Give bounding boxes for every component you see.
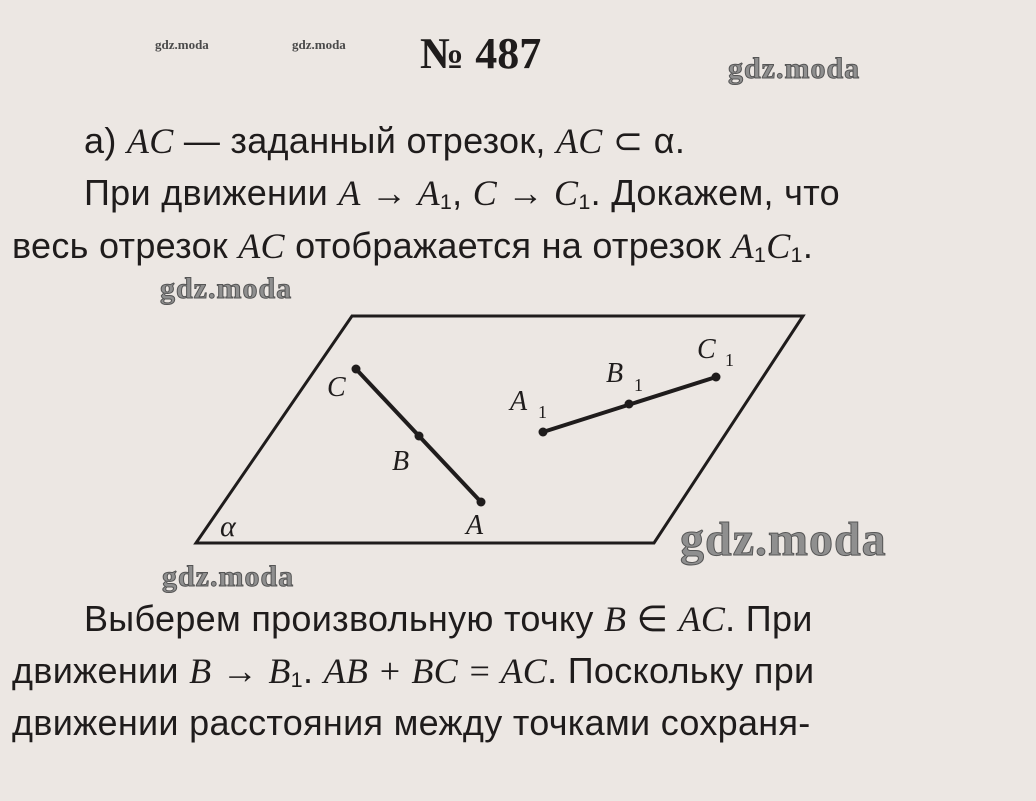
plane-alpha: α [653,120,675,161]
segment-ac: AC [238,226,285,266]
watermark-big-right: gdz.moda [680,513,887,566]
label-c1: C [697,334,716,365]
text: весь отрезок [12,225,239,266]
point-c1: C [766,226,791,266]
text: Выберем произвольную точку [84,598,604,639]
arrow: → [497,172,554,213]
paragraph-3-line-1 [84,598,813,640]
text: . Докажем, что [590,172,840,213]
text: При движении [84,172,339,213]
segment-ac: AC [678,599,726,639]
point-c1: C [554,173,579,213]
point-b1-dot [625,400,634,409]
arrow: → [211,650,269,691]
label-a1-subscript: 1 [538,402,547,422]
label-a1: A [510,386,528,417]
paragraph-3-line-3: движении расстояния между точками сохраня- [12,702,811,743]
watermark-mid-left: gdz.moda [160,272,293,305]
point-a1: A [417,173,440,213]
text: движении [12,650,190,691]
point-c: C [472,173,498,213]
paragraph-3-line-2 [12,650,814,693]
watermark-small-1: gdz.moda [155,37,209,52]
text: , [452,172,473,213]
point-a-dot [477,498,486,507]
point-b1: B [268,651,291,691]
point-a: A [338,173,361,213]
label-b1-subscript: 1 [634,375,643,395]
point-c1-dot [712,373,721,382]
text: . При [725,598,813,639]
label-c1-subscript: 1 [725,350,734,370]
segment-ac: AC [126,121,174,161]
subscript: 1 [578,189,591,214]
element-of-symbol: ∈ [626,598,679,639]
subscript: 1 [790,242,803,267]
label-b: B [392,446,410,477]
text: — заданный отрезок, [173,120,556,161]
text: . [302,650,324,691]
watermark-small-2: gdz.moda [292,37,346,52]
label-a: A [466,510,484,541]
text: . Поскольку при [547,650,815,691]
text: . [802,225,814,266]
plane-label-alpha: α [220,510,236,543]
arrow: → [360,172,418,213]
point-a1-dot [539,428,548,437]
subscript: 1 [290,667,303,692]
problem-number: № 487 [420,29,542,78]
item-label: а) [84,120,127,161]
watermark-bottom-left: gdz.moda [162,560,295,593]
point-b: B [189,651,212,691]
point-b: B [604,599,627,639]
point-c-dot [352,365,361,374]
label-b1: B [606,358,624,389]
watermark-top-right: gdz.moda [728,52,861,85]
subscript: 1 [439,189,453,214]
point-b-dot [415,432,424,441]
text: отображается на отрезок [284,225,732,266]
subscript: 1 [753,242,767,267]
subset-symbol: ⊂ [602,120,654,161]
label-c: C [327,372,346,403]
point-a1: A [731,226,754,266]
equation: AB + BC = AC [323,651,548,691]
segment-ac: AC [556,121,603,161]
text: . [674,120,686,161]
